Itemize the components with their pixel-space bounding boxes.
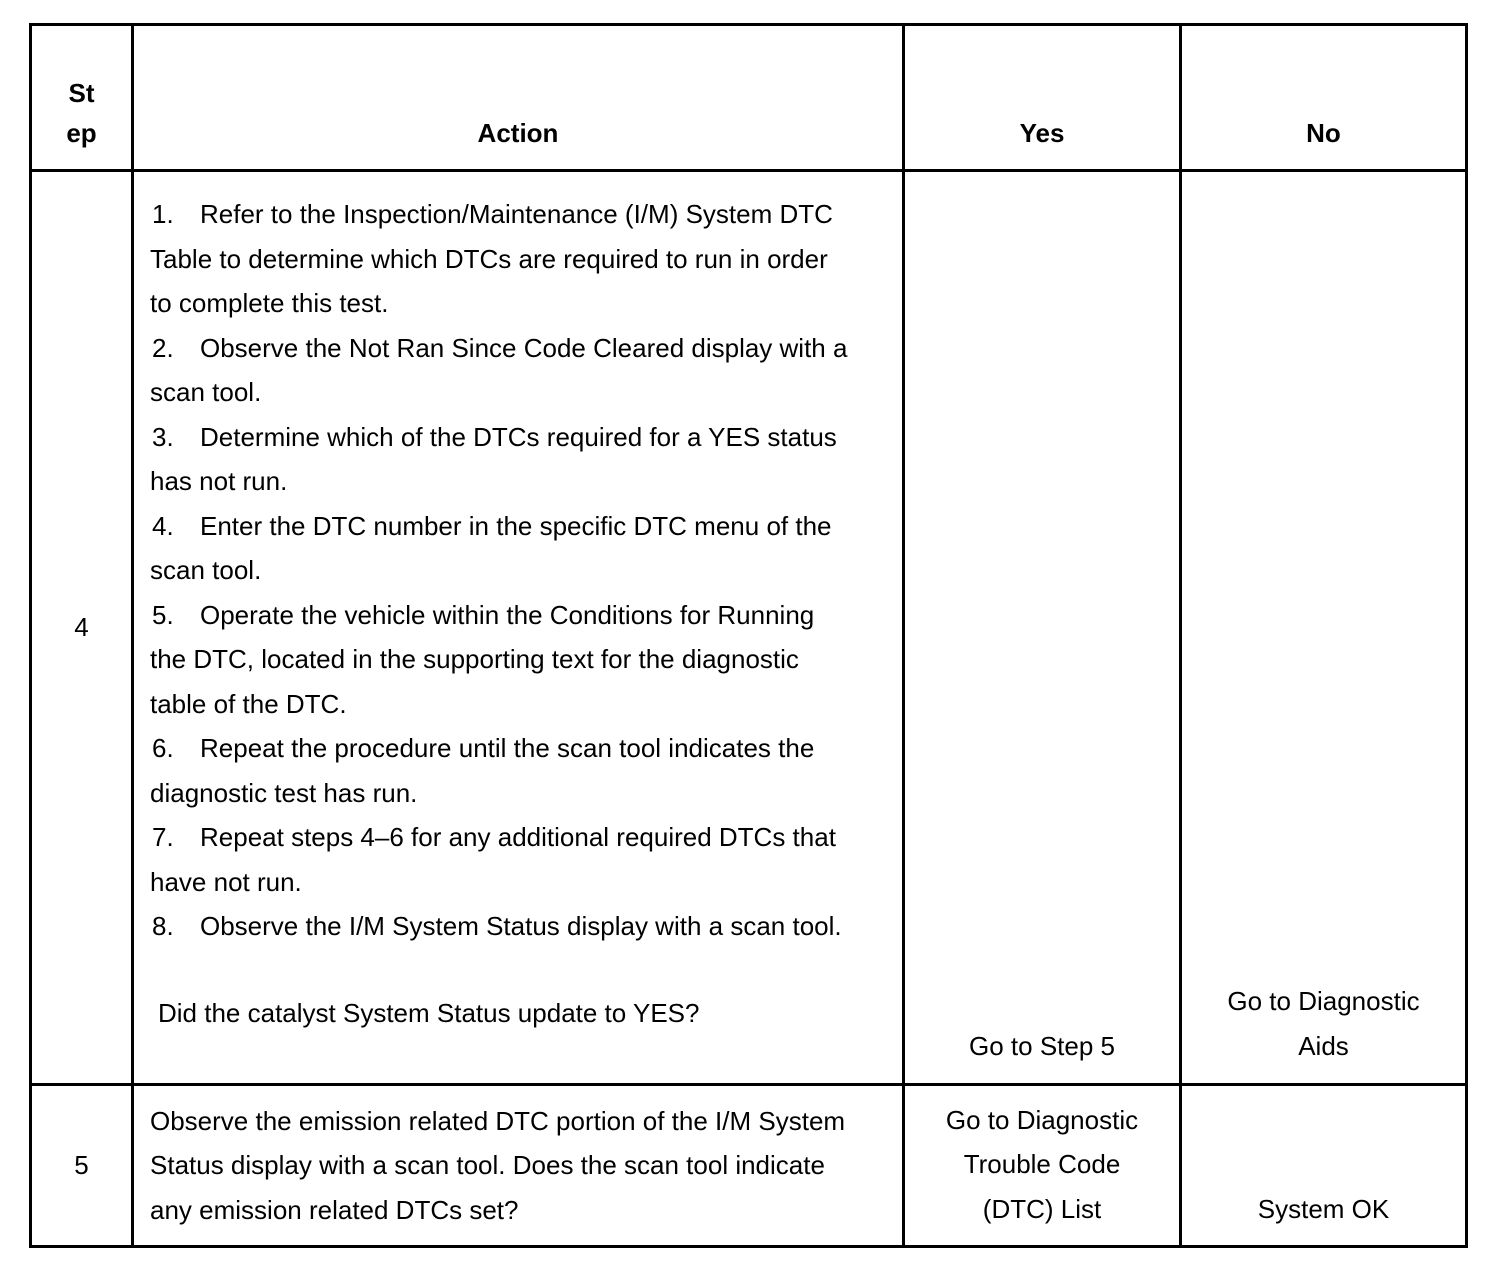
action-step-number: 1. (152, 199, 174, 229)
no-outcome (1181, 171, 1467, 1085)
no-outcome (1181, 1085, 1467, 1247)
action-step (150, 326, 850, 415)
table-row (31, 171, 1467, 1085)
action-step (150, 726, 850, 815)
header-no: No (1181, 25, 1467, 171)
action-step-text: Observe the Not Ran Since Code Cleared display with a scan tool. (150, 332, 848, 407)
action-step (150, 593, 850, 727)
no-outcome-text: System OK (1257, 1193, 1390, 1224)
action-step-text: Refer to the Inspection/Maintenance (I/M) System DTC Table to determine which DTCs are required to run in order to complete this test. (150, 199, 833, 318)
header-action: Action (133, 25, 904, 171)
header-row (31, 25, 1467, 171)
action-step-number: 5. (152, 599, 174, 630)
header-yes: Yes (904, 25, 1181, 171)
action-step-number: 2. (152, 332, 174, 363)
header-step (31, 25, 133, 171)
step-number: 5 (31, 1085, 133, 1247)
action-step-number: 6. (152, 733, 174, 763)
action-step-text: Observe the I/M System Status display with a scan tool. (200, 911, 842, 941)
action-step (150, 815, 850, 904)
action-step-number: 7. (152, 822, 174, 852)
action-step-text: Enter the DTC number in the specific DTC menu of the scan tool. (150, 510, 832, 585)
action-step (150, 504, 850, 593)
action-step (150, 904, 850, 949)
diagnostic-table (29, 23, 1468, 1248)
action-step-text: Determine which of the DTCs required for a YES status has not run. (150, 421, 837, 496)
action-step-text: Repeat the procedure until the scan tool indicates the diagnostic test has run. (150, 733, 815, 808)
action-step-number: 3. (152, 421, 174, 452)
action-step-number: 4. (152, 510, 174, 541)
action-step-text: Repeat steps 4–6 for any additional required DTCs that have not run. (150, 822, 836, 897)
yes-outcome-text: Go to Diagnostic Trouble Code (DTC) List (945, 1104, 1139, 1224)
no-outcome-text: Go to Diagnostic Aids (1227, 986, 1420, 1061)
yes-outcome (904, 1085, 1181, 1247)
action-cell (133, 171, 904, 1085)
header-step-label: Step (66, 78, 97, 148)
step-number: 4 (31, 171, 133, 1085)
yes-outcome (904, 171, 1181, 1085)
action-step (150, 415, 850, 504)
action-step (150, 192, 850, 326)
yes-outcome-text: Go to Step 5 (969, 1030, 1115, 1061)
action-question: Did the catalyst System Status update to YES? (158, 997, 700, 1028)
action-text: Observe the emission related DTC portion of the I/M System Status display with a scan tool. Does the scan tool indicate any emission related DTCs set? (150, 1105, 846, 1225)
action-cell (133, 1085, 904, 1247)
action-step-number: 8. (152, 911, 174, 941)
action-step-text: Operate the vehicle within the Conditions for Running the DTC, located in the supporting text for the diagnostic table of the DTC. (150, 599, 815, 719)
table-row (31, 1085, 1467, 1247)
